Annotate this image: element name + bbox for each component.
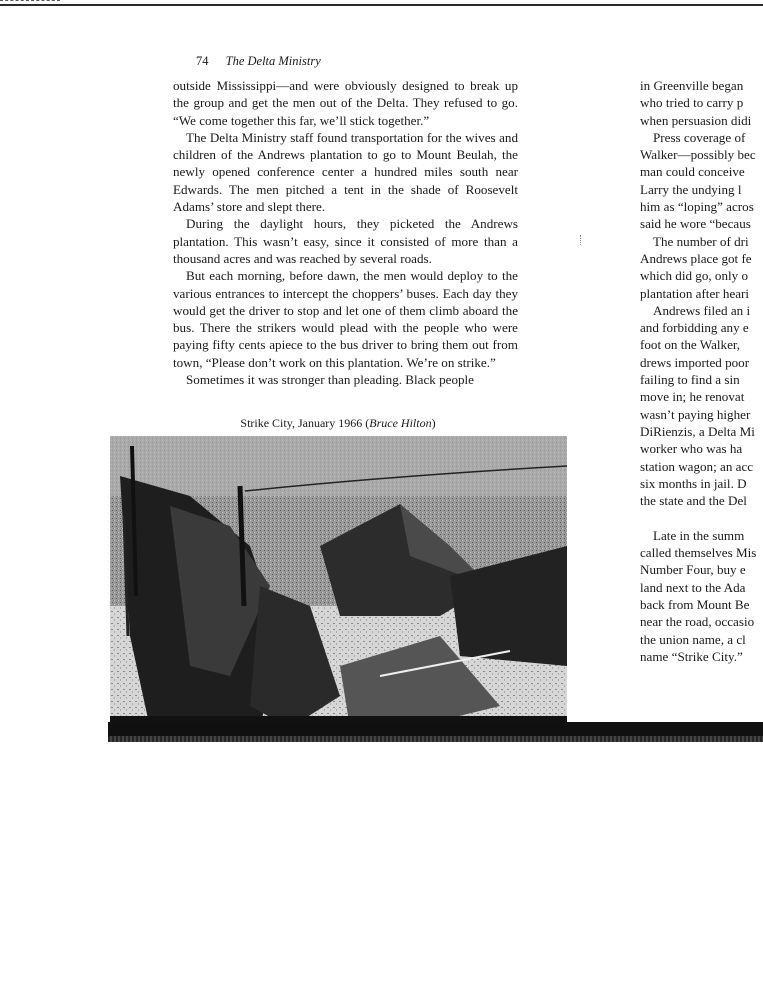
right-column-line: man could conceive xyxy=(640,164,745,180)
right-column-line: who tried to carry p xyxy=(640,95,744,111)
right-column-line: and forbidding any e xyxy=(640,320,749,336)
paragraph: The Delta Ministry staff found transportation for the wives and children of the Andrews plantation to go to Mount Beulah, the newly opened conference center a hundred miles south near Edwards. The men pitched a tent in the shade of Roosevelt Adams’ store and slept there. xyxy=(173,129,518,215)
paragraph: But each morning, before dawn, the men would deploy to the various entrances to intercept the choppers’ buses. Each day they would get the driver to stop and let one of them climb aboard the bus. There the strikers would plead with the people who were paying fifty cents apiece to the bus driver to bring them out from town, “Please don’t work on this plantation. We’re on strike.” xyxy=(173,268,518,370)
right-column-line: when persuasion didi xyxy=(640,112,752,128)
gutter-marks xyxy=(580,235,583,245)
top-rule xyxy=(0,4,763,6)
page-bottom-band xyxy=(108,722,763,742)
right-column-line: the state and the Del xyxy=(640,493,747,509)
right-column-line: said he wore “becaus xyxy=(640,216,751,232)
right-column-line: Number Four, buy e xyxy=(640,562,746,578)
photo-illustration xyxy=(110,436,567,728)
right-column-line: him as “loping” acros xyxy=(640,199,754,215)
right-column-line: plantation after heari xyxy=(640,285,750,301)
right-column-line: near the road, occasio xyxy=(640,614,755,630)
right-column-line: land next to the Ada xyxy=(640,579,746,595)
right-column-line: Andrews filed an i xyxy=(653,302,751,318)
paragraph: During the daylight hours, they picketed the Andrews plantation. This wasn’t easy, since it consisted of more than a thousand acres and was reached by several roads. xyxy=(173,216,518,266)
right-column-line: in Greenville began xyxy=(640,78,744,93)
right-column-line: The number of dri xyxy=(653,233,749,249)
right-column-line: the union name, a cl xyxy=(640,631,746,647)
top-dashed-edge xyxy=(0,0,60,2)
right-column-line: Press coverage of xyxy=(653,129,746,145)
right-column-line: drews imported poor xyxy=(640,354,750,370)
paragraph: Sometimes it was stronger than pleading. Black people xyxy=(186,372,474,388)
page-number: 74 xyxy=(196,54,209,68)
right-column-line: name “Strike City.” xyxy=(640,648,743,664)
right-text-column xyxy=(640,77,763,665)
right-column-line: Andrews place got fe xyxy=(640,250,752,266)
right-column-line: foot on the Walker, xyxy=(640,337,740,353)
running-header xyxy=(196,54,321,69)
photo-credit: Bruce Hilton xyxy=(369,416,432,430)
running-title: The Delta Ministry xyxy=(225,54,321,68)
right-column-line: Larry the undying l xyxy=(640,181,742,197)
strike-city-photo xyxy=(110,436,567,728)
right-column-line: failing to find a sin xyxy=(640,372,740,388)
right-column-line: back from Mount Be xyxy=(640,596,750,612)
band-edge xyxy=(108,736,763,742)
right-column-line: Walker—possibly bec xyxy=(640,147,756,163)
right-column-line: which did go, only o xyxy=(640,268,749,284)
right-column-line: worker who was ha xyxy=(640,441,743,457)
left-text-column xyxy=(173,77,518,388)
right-column-line: wasn’t paying higher xyxy=(640,406,751,422)
right-column-line: six months in jail. D xyxy=(640,475,747,491)
paragraph: outside Mississippi—and were obviously designed to break up the group and get the men out of the Delta. They refused to go. “We come together this far, we’ll stick together.” xyxy=(173,78,518,128)
right-column-line: called themselves Mis xyxy=(640,545,757,561)
right-column-line: Late in the summ xyxy=(653,527,745,543)
photo-caption: Strike City, January 1966 (Bruce Hilton) xyxy=(240,416,436,430)
right-column-line: move in; he renovat xyxy=(640,389,745,405)
right-column-line: station wagon; an acc xyxy=(640,458,754,474)
right-column-line: DiRienzis, a Delta Mi xyxy=(640,423,755,439)
caption-text: Strike City, January 1966 xyxy=(240,416,363,430)
